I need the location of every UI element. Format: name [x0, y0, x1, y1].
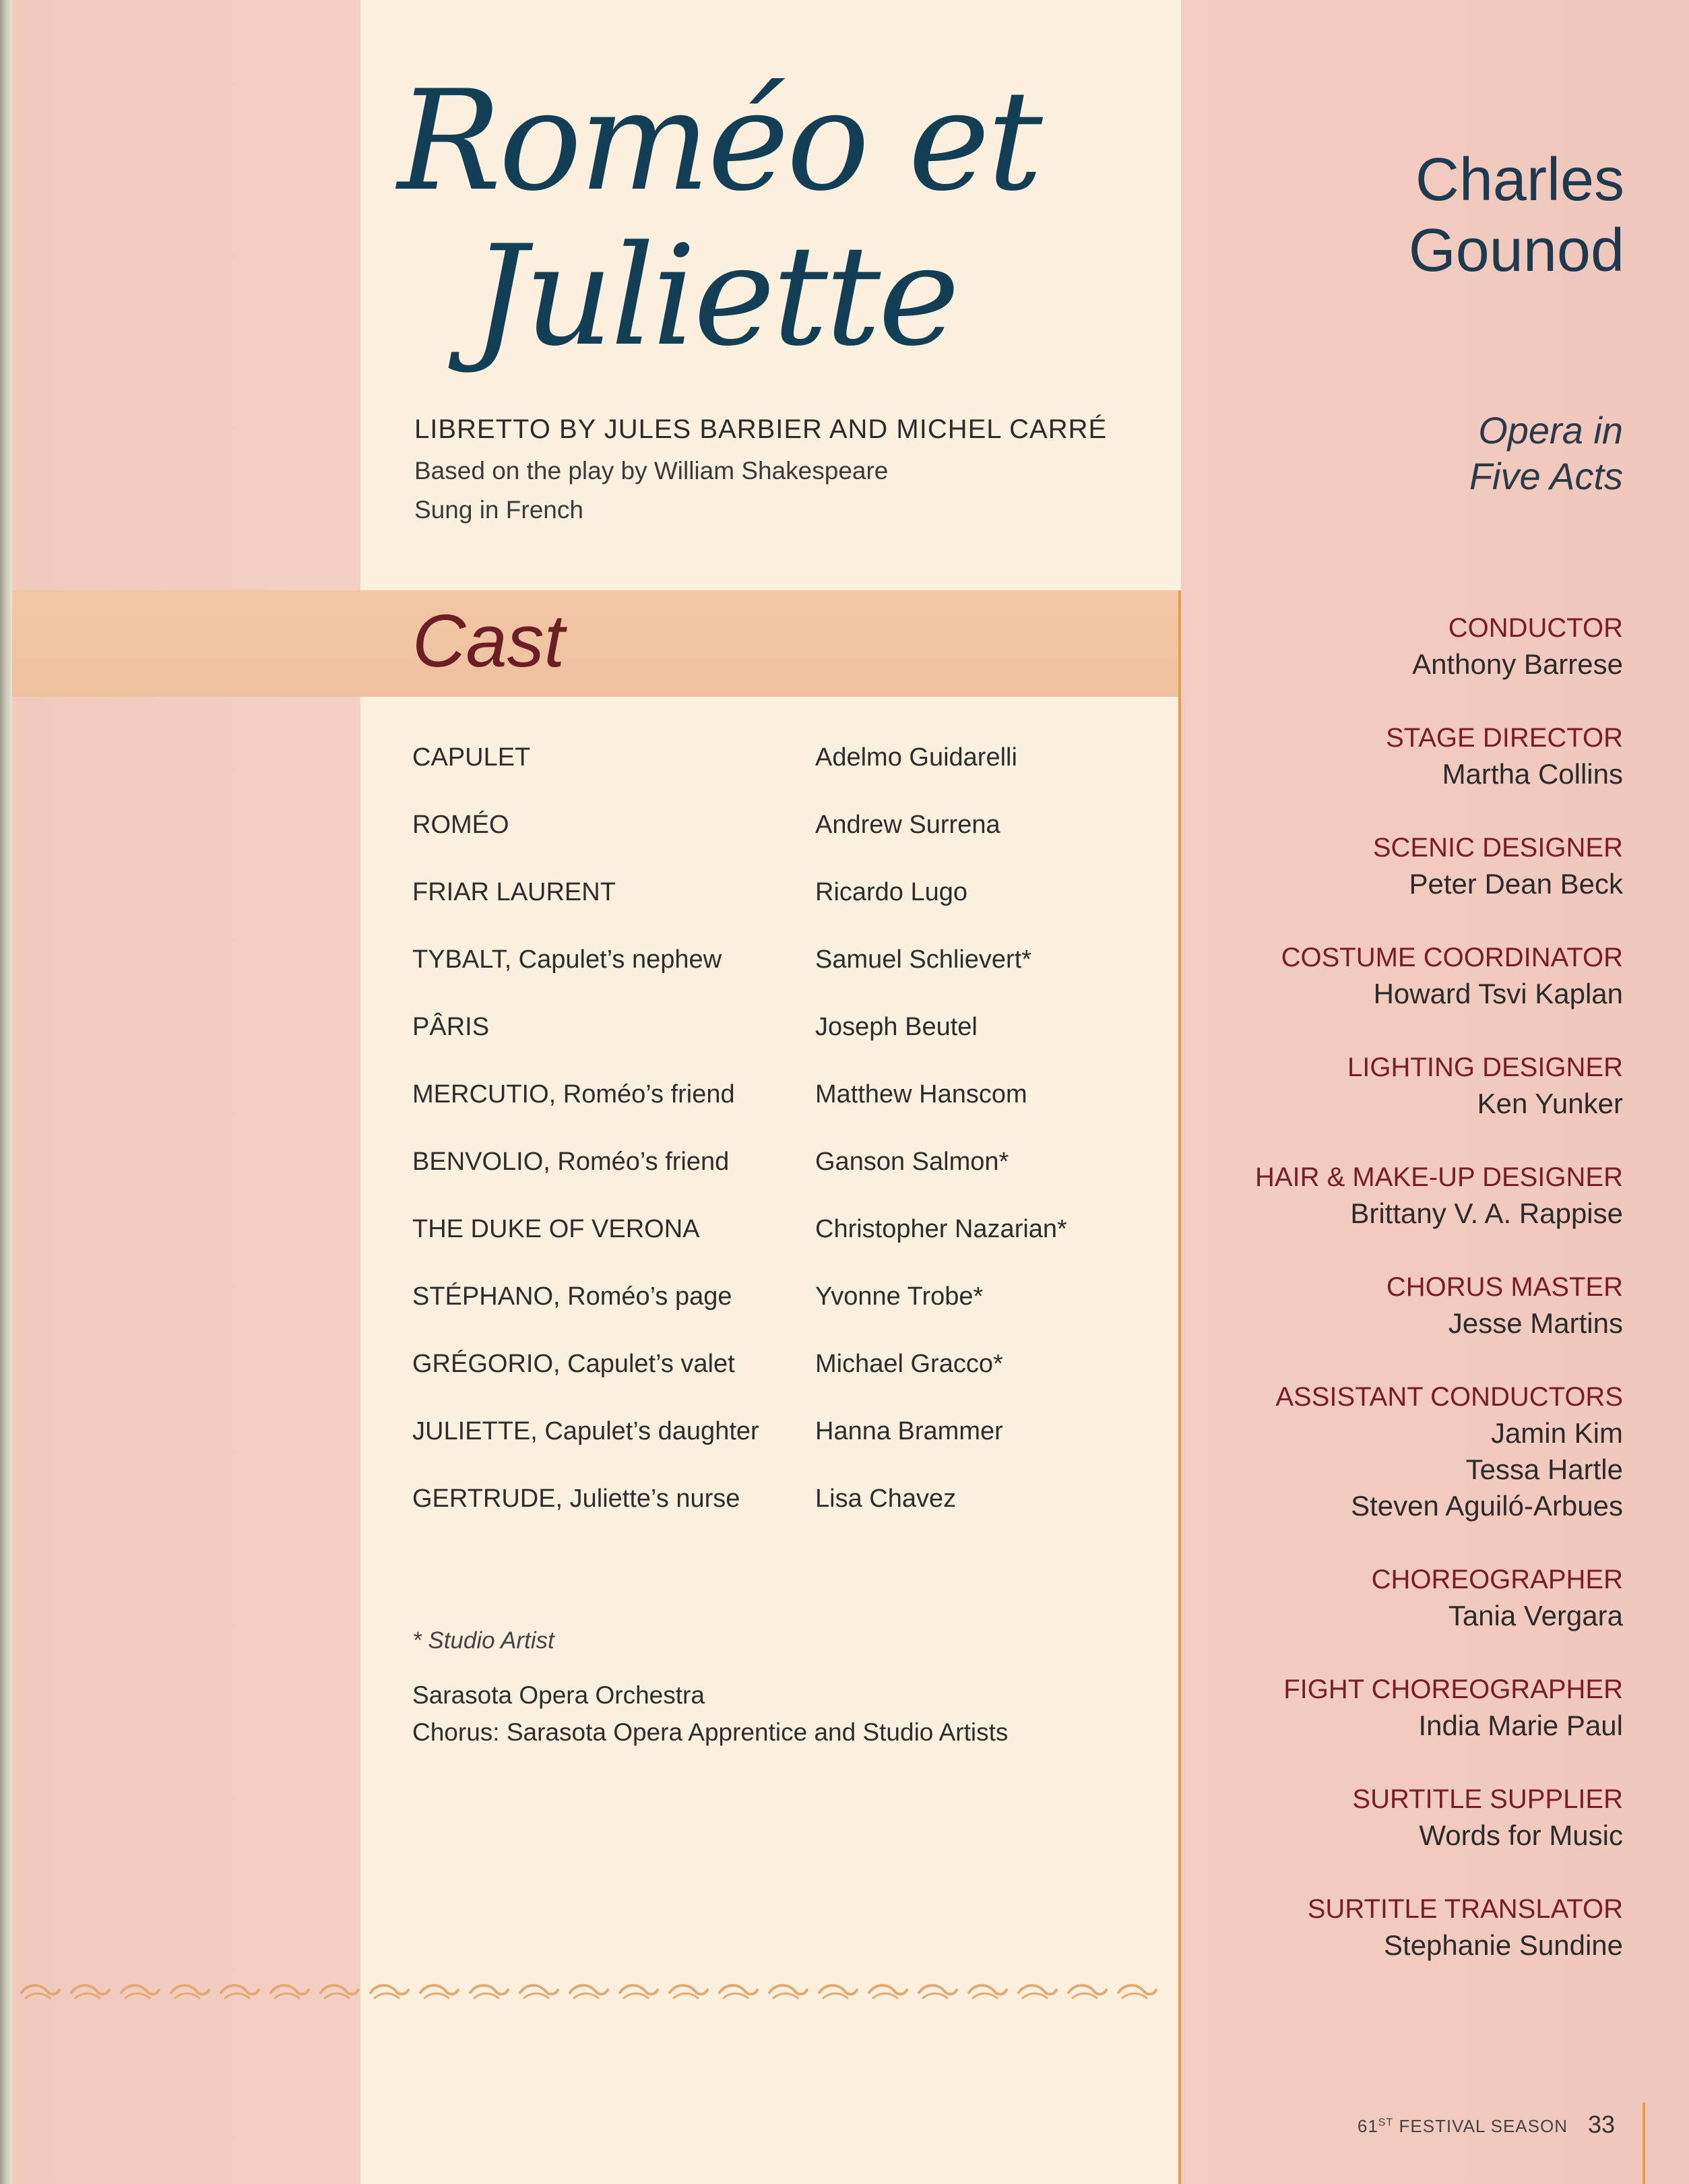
orchestra-credit: Sarasota Opera Orchestra	[412, 1681, 705, 1709]
footer-rule	[1643, 2102, 1645, 2184]
cast-heading: Cast	[412, 600, 565, 683]
credit-title: CONDUCTOR	[1448, 613, 1623, 643]
opera-type-line2: Five Acts	[1469, 455, 1623, 497]
cast-row	[412, 1350, 1167, 1390]
cast-singer: Andrew Surrena	[815, 811, 1000, 839]
opera-type-line1: Opera in	[1478, 409, 1623, 451]
cast-role: ROMÉO	[412, 811, 509, 839]
credit-name: Martha Collins	[1442, 758, 1623, 790]
cast-band	[12, 590, 1181, 697]
cast-singer: Hanna Brammer	[815, 1417, 1003, 1445]
libretto-credit: LIBRETTO BY JULES BARBIER AND MICHEL CARRÉ	[414, 414, 1108, 444]
credit-title: SURTITLE TRANSLATOR	[1307, 1894, 1623, 1924]
cast-row	[412, 1013, 1167, 1053]
credit-costume-coordinator	[1151, 939, 1623, 1012]
credit-name: Howard Tsvi Kaplan	[1373, 978, 1623, 1009]
composer-last-name: Gounod	[1408, 217, 1624, 284]
credit-name: Jesse Martins	[1448, 1307, 1623, 1339]
cast-row	[412, 1485, 1167, 1525]
credit-title: ASSISTANT CONDUCTORS	[1275, 1382, 1623, 1412]
cast-singer: Michael Gracco*	[815, 1350, 1003, 1378]
season-suffix: ST	[1378, 2117, 1394, 2129]
cast-role: BENVOLIO, Roméo’s friend	[412, 1148, 730, 1176]
cast-role: TYBALT, Capulet’s nephew	[412, 945, 722, 974]
chorus-credit: Chorus: Sarasota Opera Apprentice and Studio Artists	[412, 1718, 1009, 1746]
cast-role: GERTRUDE, Juliette’s nurse	[412, 1485, 740, 1513]
credit-title: HAIR & MAKE-UP DESIGNER	[1254, 1162, 1623, 1192]
based-on-text: Based on the play by William Shakespeare	[414, 457, 889, 485]
credit-hair-makeup-designer	[1151, 1159, 1623, 1232]
credit-name: India Marie Paul	[1418, 1710, 1623, 1741]
credit-title: SCENIC DESIGNER	[1372, 833, 1623, 863]
credit-name: Tessa Hartle	[1465, 1454, 1623, 1485]
credit-name: Brittany V. A. Rappise	[1350, 1197, 1623, 1229]
cast-role: STÉPHANO, Roméo’s page	[412, 1282, 732, 1311]
credit-scenic-designer	[1151, 830, 1623, 902]
credit-title: LIGHTING DESIGNER	[1347, 1053, 1623, 1082]
cast-row	[412, 1282, 1167, 1323]
opera-title-line2: Juliette	[472, 216, 957, 377]
credit-fight-choreographer	[1151, 1671, 1623, 1744]
credit-title: CHORUS MASTER	[1386, 1272, 1623, 1302]
credit-choreographer	[1151, 1561, 1623, 1634]
credit-title: CHOREOGRAPHER	[1371, 1565, 1623, 1594]
cast-role: JULIETTE, Capulet’s daughter	[412, 1417, 759, 1445]
credit-name: Peter Dean Beck	[1409, 868, 1623, 900]
cast-role: GRÉGORIO, Capulet’s valet	[412, 1350, 735, 1378]
credit-surtitle-translator	[1151, 1891, 1623, 1964]
composer-first-name: Charles	[1415, 146, 1624, 214]
swirl-wave-icon	[20, 1978, 1166, 2005]
cast-singer: Yvonne Trobe*	[815, 1282, 984, 1311]
cast-singer: Christopher Nazarian*	[815, 1215, 1067, 1243]
credit-stage-director	[1151, 720, 1623, 792]
cast-role: CAPULET	[412, 743, 531, 772]
credit-title: STAGE DIRECTOR	[1386, 723, 1623, 753]
credit-name: Tania Vergara	[1448, 1600, 1623, 1631]
cast-row	[412, 743, 1167, 784]
festival-season-label	[1358, 2116, 1568, 2137]
cast-row	[412, 811, 1167, 851]
cast-row	[412, 878, 1167, 918]
cast-row	[412, 1215, 1167, 1255]
studio-artist-footnote: * Studio Artist	[412, 1627, 554, 1654]
cast-row	[412, 945, 1167, 986]
cast-singer: Lisa Chavez	[815, 1485, 957, 1513]
cast-role: FRIAR LAURENT	[412, 878, 616, 906]
cast-singer: Matthew Hanscom	[815, 1080, 1027, 1109]
credit-chorus-master	[1151, 1269, 1623, 1342]
cast-row	[412, 1148, 1167, 1188]
cast-singer: Ricardo Lugo	[815, 878, 968, 906]
cast-singer: Joseph Beutel	[815, 1013, 978, 1041]
opera-title	[397, 61, 1152, 377]
opera-title-line1: Roméo et	[397, 61, 1040, 222]
credit-name: Steven Aguiló-Arbues	[1351, 1490, 1623, 1522]
cast-row	[412, 1417, 1167, 1458]
credit-assistant-conductors	[1151, 1379, 1623, 1524]
credit-title: FIGHT CHOREOGRAPHER	[1283, 1675, 1623, 1704]
credit-title: COSTUME COORDINATOR	[1281, 943, 1623, 972]
credit-title: SURTITLE SUPPLIER	[1352, 1784, 1623, 1814]
cast-singer: Samuel Schlievert*	[815, 945, 1032, 974]
cast-role: THE DUKE OF VERONA	[412, 1215, 700, 1243]
sung-in-text: Sung in French	[414, 496, 583, 524]
page-number: 33	[1587, 2111, 1615, 2138]
credit-name: Words for Music	[1419, 1819, 1623, 1851]
credit-lighting-designer	[1151, 1049, 1623, 1122]
composer-name	[1409, 145, 1624, 286]
season-number: 61	[1357, 2116, 1378, 2136]
credit-surtitle-supplier	[1151, 1781, 1623, 1854]
cast-singer: Ganson Salmon*	[815, 1148, 1009, 1176]
credit-name: Stephanie Sundine	[1384, 1929, 1623, 1961]
cast-row	[412, 1080, 1167, 1121]
credit-name: Jamin Kim	[1490, 1417, 1623, 1449]
credit-name: Ken Yunker	[1477, 1088, 1623, 1119]
cast-role: PÂRIS	[412, 1013, 490, 1041]
cast-role: MERCUTIO, Roméo’s friend	[412, 1080, 735, 1109]
credit-conductor	[1151, 610, 1623, 683]
binding-edge	[0, 0, 12, 2184]
cast-singer: Adelmo Guidarelli	[815, 743, 1017, 772]
opera-type	[1469, 408, 1623, 499]
credit-name: Anthony Barrese	[1412, 648, 1623, 680]
season-label: FESTIVAL SEASON	[1399, 2116, 1568, 2136]
